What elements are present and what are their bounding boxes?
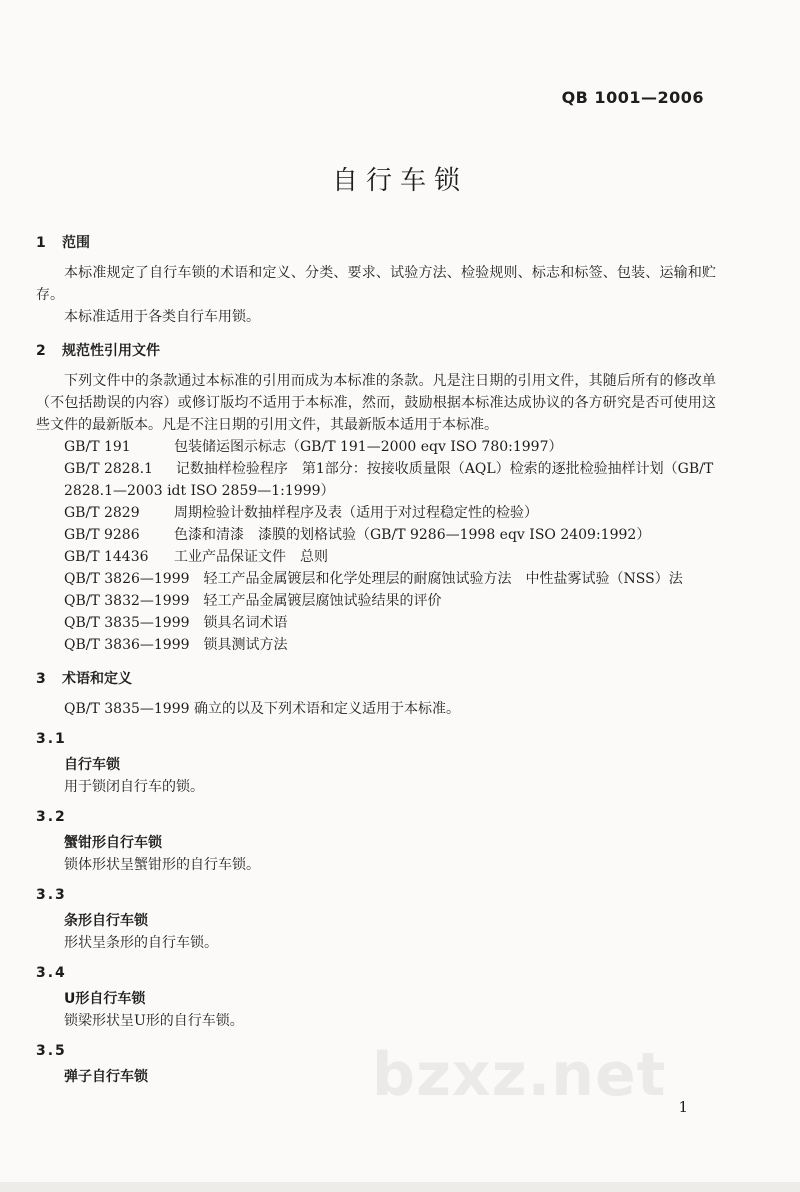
term-entry xyxy=(36,884,716,954)
reference-title: 轻工产品金属镀层和化学处理层的耐腐蚀试验方法 中性盐雾试验（NSS）法 xyxy=(203,571,683,587)
term-entry xyxy=(36,728,716,798)
reference-item xyxy=(64,546,716,568)
term-name: 蟹钳形自行车锁 xyxy=(64,835,162,851)
term-name: U形自行车锁 xyxy=(64,991,146,1007)
term-name: 条形自行车锁 xyxy=(64,913,148,929)
term-definition: 锁梁形状呈U形的自行车锁。 xyxy=(64,1013,244,1029)
section-1 xyxy=(36,232,716,328)
section-heading xyxy=(36,668,716,692)
section-number: 1 xyxy=(36,235,46,251)
section-heading xyxy=(36,340,716,364)
section-title: 范围 xyxy=(62,235,90,251)
section-title: 术语和定义 xyxy=(62,671,132,687)
section-2 xyxy=(36,340,716,656)
term-number: 3.4 xyxy=(36,965,67,981)
term-number: 3.5 xyxy=(36,1043,67,1059)
term-number: 3.2 xyxy=(36,809,67,825)
reference-title: 色漆和清漆 漆膜的划格试验（GB/T 9286—1998 eqv ISO 2409:1992） xyxy=(174,527,651,543)
term-definition: 锁体形状呈蟹钳形的自行车锁。 xyxy=(64,857,260,873)
reference-item xyxy=(64,524,716,546)
reference-title: 工业产品保证文件 总则 xyxy=(174,549,328,565)
reference-code: QB/T 3832—1999 xyxy=(64,593,190,609)
document-title: 自行车锁 xyxy=(331,166,468,196)
reference-code: GB/T 9286 xyxy=(64,527,140,543)
reference-code: GB/T 2828.1 xyxy=(64,461,153,477)
section-title: 规范性引用文件 xyxy=(62,343,160,359)
reference-title: 锁具测试方法 xyxy=(203,637,288,653)
page-bottom-edge xyxy=(0,1182,800,1192)
reference-item xyxy=(64,502,716,524)
term-name: 弹子自行车锁 xyxy=(64,1069,148,1085)
reference-code: QB/T 3836—1999 xyxy=(64,637,190,653)
reference-code: GB/T 191 xyxy=(64,439,131,455)
reference-item xyxy=(64,458,716,502)
watermark-text: bzxz.net xyxy=(372,1040,667,1110)
reference-code: GB/T 14436 xyxy=(64,549,149,565)
term-number: 3.1 xyxy=(36,731,67,747)
term-name: 自行车锁 xyxy=(64,757,120,773)
paragraph: 本标准规定了自行车锁的术语和定义、分类、要求、试验方法、检验规则、标志和标签、包装、运输和贮存。 xyxy=(36,265,716,303)
term-definition: 形状呈条形的自行车锁。 xyxy=(64,935,218,951)
reference-title: 记数抽样检验程序 第1部分：按接收质量限（AQL）检索的逐批检验抽样计划（GB/T 2828.1—2003 idt ISO 2859—1:1999） xyxy=(64,461,714,499)
term-number: 3.3 xyxy=(36,887,67,903)
reference-code: GB/T 2829 xyxy=(64,505,140,521)
reference-item xyxy=(64,436,716,458)
standard-number: QB 1001—2006 xyxy=(561,88,704,107)
paragraph: 本标准适用于各类自行车用锁。 xyxy=(64,309,260,325)
reference-code: QB/T 3835—1999 xyxy=(64,615,190,631)
reference-item xyxy=(64,568,716,590)
reference-title: 包装储运图示标志（GB/T 191—2000 eqv ISO 780:1997） xyxy=(174,439,563,455)
reference-title: 锁具名词术语 xyxy=(203,615,288,631)
document-body xyxy=(36,232,716,1088)
reference-title: 轻工产品金属镀层腐蚀试验结果的评价 xyxy=(203,593,442,609)
section-number: 2 xyxy=(36,343,46,359)
section-number: 3 xyxy=(36,671,46,687)
term-entry xyxy=(36,806,716,876)
term-definition: 用于锁闭自行车的锁。 xyxy=(64,779,204,795)
paragraph: QB/T 3835—1999 确立的以及下列术语和定义适用于本标准。 xyxy=(64,701,460,717)
page-number: 1 xyxy=(678,1098,688,1116)
section-3 xyxy=(36,668,716,1088)
reference-item xyxy=(64,612,716,634)
reference-item xyxy=(64,634,716,656)
paragraph: 下列文件中的条款通过本标准的引用而成为本标准的条款。凡是注日期的引用文件，其随后所有的修改单（不包括勘误的内容）或修订版均不适用于本标准，然而，鼓励根据本标准达成协议的各方研究是否可使用这些文件的最新版本。凡是不注日期的引用文件，其最新版本适用于本标准。 xyxy=(36,373,716,433)
reference-title: 周期检验计数抽样程序及表（适用于对过程稳定性的检验） xyxy=(174,505,538,521)
reference-item xyxy=(64,590,716,612)
section-heading xyxy=(36,232,716,256)
term-entry xyxy=(36,962,716,1032)
reference-code: QB/T 3826—1999 xyxy=(64,571,190,587)
